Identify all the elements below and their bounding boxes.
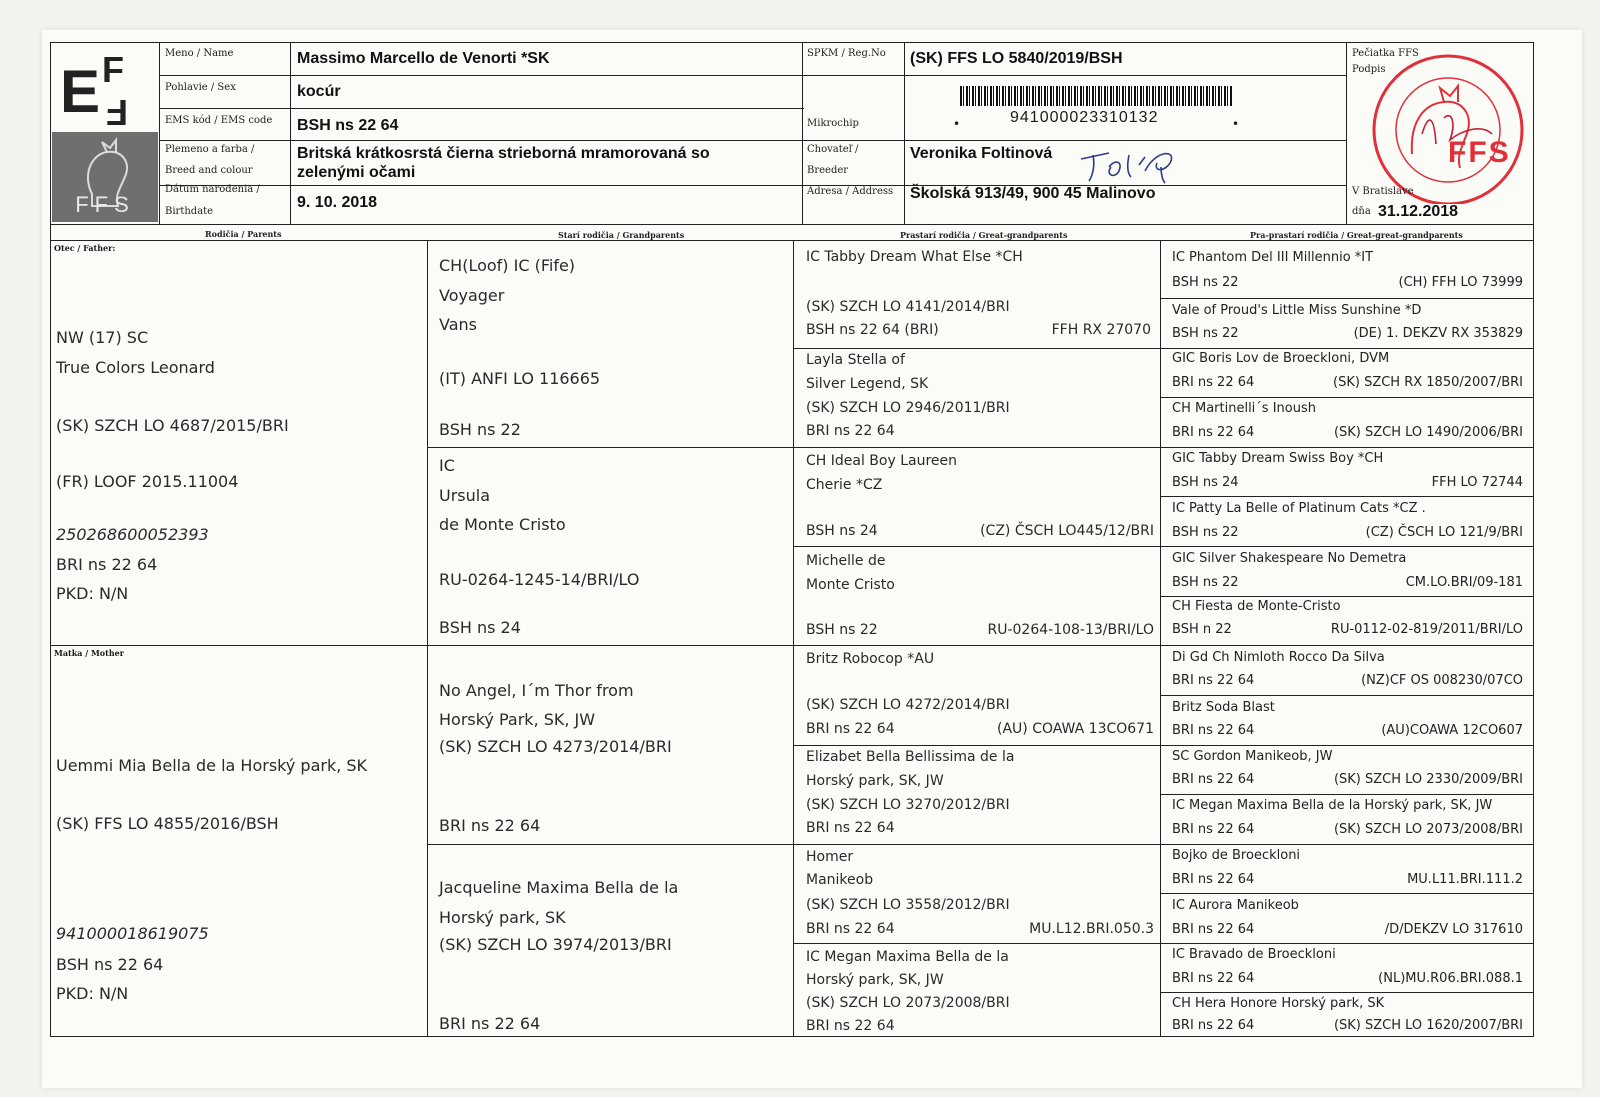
birthdate: 9. 10. 2018 [297,194,378,211]
address-label: Adresa / Address [807,186,894,197]
mother-pkd: PKD: N/N [56,984,129,1003]
gp-ems: BRI ns 22 64 [439,1014,541,1033]
cat-sex: kocúr [297,83,341,100]
ggp-line-3: (SK) SZCH LO 2073/2008/BRI [806,995,1010,1011]
birth-label-1: Dátum narodenia / [165,184,260,195]
ggg-cell [1160,943,1533,992]
gp-ems: BSH ns 22 [439,420,521,439]
ggg-reg: (SK) SZCH LO 1490/2006/BRI [1333,425,1523,440]
breeder-label-2: Breeder [807,165,849,176]
great-grandparent-cell [793,447,1160,546]
ggg-reg: (AU)COAWA 12CO607 [1381,723,1523,738]
svg-text:F: F [102,49,124,90]
ggg-name: SC Gordon Manikeob, JW [1172,749,1333,764]
great-grandparent-cell [793,745,1160,844]
ggp-line-1: Layla Stella of [806,352,905,368]
ggp-line-2: Cherie *CZ [806,477,883,493]
ggg-name: Britz Soda Blast [1172,700,1275,715]
ggg-name: Vale of Proud's Little Miss Sunshine *D [1172,303,1422,318]
stamp-text: FFS [1448,136,1511,169]
barcode [960,86,1232,106]
ggp-ems: BRI ns 22 64 [806,1018,895,1034]
reg-label: SPKM / Reg.No [807,48,886,59]
barcode-dot-right: • [1232,117,1240,131]
ggp-line-1: CH Ideal Boy Laureen [806,453,958,469]
ggg-cell [1160,844,1533,893]
gp-reg: RU-0264-1245-14/BRI/LO [439,570,640,589]
ggp-ems: BRI ns 22 64 [806,820,895,836]
ggp-reg: RU-0264-108-13/BRI/LO [987,622,1154,638]
ggp-line-1: IC Tabby Dream What Else *CH [806,249,1023,265]
col-header-great: Prastarí rodičia / Great-grandparents [900,230,1068,240]
father-chip: 250268600052393 [56,525,209,544]
ggg-ems: BRI ns 22 64 [1172,872,1255,887]
ggg-name: IC Phantom Del III Millennio *IT [1172,250,1374,265]
mother-label: Matka / Mother [54,648,124,658]
ggp-reg: (CZ) ČSCH LO445/12/BRI [980,523,1154,539]
great-grandparent-cell [793,943,1160,1036]
gp-ems: BSH ns 24 [439,618,521,637]
mother-name: Uemmi Mia Bella de la Horský park, SK [56,756,368,775]
ggg-name: Di Gd Ch Nimloth Rocco Da Silva [1172,650,1385,665]
gp-line-1: CH(Loof) IC (Fife) [439,256,576,275]
ggg-cell [1160,447,1533,496]
ggp-ems: BRI ns 22 64 [806,921,895,937]
breeder-name: Veronika Foltinová [910,145,1053,162]
gp-line-1: Jacqueline Maxima Bella de la [439,878,679,897]
father-name: True Colors Leonard [56,358,215,377]
ggp-reg: (AU) COAWA 13CO671 [997,721,1154,737]
ggp-line-2: Silver Legend, SK [806,376,929,392]
grandparent-cell [427,447,793,645]
breed-line-1: Britská krátkosrstá čierna strieborná mramorovaná so [297,145,710,162]
ggp-line-2: Horský park, SK, JW [806,972,944,988]
father-ems: BRI ns 22 64 [56,555,158,574]
col-header-great-great: Pra-prastarí rodičia / Great-great-grandparents [1250,230,1463,240]
stamp-label: Pečiatka FFS [1352,48,1419,59]
ggg-cell [1160,596,1533,645]
gp-line-2: Voyager [439,286,505,305]
gp-ems: BRI ns 22 64 [439,816,541,835]
ggg-ems: BSH ns 22 [1172,326,1239,341]
ggp-line-1: Britz Robocop *AU [806,651,935,667]
father-reg: (SK) SZCH LO 4687/2015/BRI [56,416,289,435]
ggg-cell [1160,240,1533,298]
microchip-number: 941000023310132 [1010,109,1159,126]
ggp-line-3: (SK) SZCH LO 3270/2012/BRI [806,797,1010,813]
ffs-logo-text: FFS [75,192,135,217]
ggg-reg: RU-0112-02-819/2011/BRI/LO [1330,622,1523,637]
gp-line-2: Horský Park, SK, JW [439,710,596,729]
ffs-logo [52,44,158,222]
great-grandparent-cell [793,348,1160,447]
col-header-parents: Rodičia / Parents [205,229,282,239]
ggg-ems: BRI ns 22 64 [1172,971,1255,986]
father-title: NW (17) SC [56,328,149,347]
gp-line-1: IC [439,456,455,475]
ggg-cell [1160,546,1533,596]
barcode-dot-left: • [953,117,961,131]
ggg-cell [1160,992,1533,1036]
ggg-reg: MU.L11.BRI.111.2 [1407,872,1523,887]
ggp-line-3: (SK) SZCH LO 3558/2012/BRI [806,897,1010,913]
chip-label: Mikrochip [807,118,859,129]
mother-reg: (SK) FFS LO 4855/2016/BSH [56,814,279,833]
cat-ems: BSH ns 22 64 [297,117,399,134]
father-loof: (FR) LOOF 2015.11004 [56,472,239,491]
great-grandparent-cell [793,645,1160,745]
ggg-ems: BSH ns 22 [1172,275,1239,290]
ggg-ems: BRI ns 22 64 [1172,772,1255,787]
ggg-reg: FFH LO 72744 [1431,475,1523,490]
ggp-line-2: Horský park, SK, JW [806,773,944,789]
ggg-cell [1160,298,1533,347]
ggg-reg: (NL)MU.R06.BRI.088.1 [1378,971,1523,986]
gp-line-3: de Monte Cristo [439,515,566,534]
name-label: Meno / Name [165,48,234,59]
svg-text:F: F [106,92,128,133]
issue-date: 31.12.2018 [1378,203,1459,220]
sex-label: Pohlavie / Sex [165,82,236,93]
place-label: V Bratislave [1352,186,1414,197]
svg-text:E: E [60,58,101,125]
breeder-address: Školská 913/49, 900 45 Malinovo [910,185,1156,202]
ggp-line-1: Homer [806,849,854,865]
ggp-ems: BSH ns 22 [806,622,878,638]
ggp-line-2: Manikeob [806,872,874,888]
ggp-line-3: (SK) SZCH LO 4141/2014/BRI [806,299,1010,315]
header-section [0,0,1600,240]
ggg-reg: (NZ)CF OS 008230/07CO [1361,673,1523,688]
ggp-line-1: Elizabet Bella Bellissima de la [806,749,1015,765]
ggp-line-1: IC Megan Maxima Bella de la [806,949,1009,965]
ggg-cell [1160,745,1533,794]
ggp-ems: BSH ns 24 [806,523,878,539]
ffs-official-stamp [1352,44,1532,204]
ggg-ems: BRI ns 22 64 [1172,822,1255,837]
ggg-cell [1160,397,1533,447]
ggg-ems: BSH ns 22 [1172,525,1239,540]
ggg-name: CH Hera Honore Horský park, SK [1172,996,1385,1011]
ggg-cell [1160,695,1533,745]
ggp-line-1: Michelle de [806,553,886,569]
gp-line-1: No Angel, I´m Thor from [439,681,634,700]
ggg-cell [1160,893,1533,943]
ggg-cell [1160,645,1533,695]
ems-label: EMS kód / EMS code [165,115,273,126]
mother-cell [50,645,427,1036]
father-label: Otec / Father: [54,243,116,253]
ggg-ems: BRI ns 22 64 [1172,723,1255,738]
ggg-reg: (SK) SZCH RX 1850/2007/BRI [1333,375,1523,390]
ggg-reg: (SK) SZCH LO 2073/2008/BRI [1333,822,1523,837]
birth-label-2: Birthdate [165,206,214,217]
ggg-reg: /D/DEKZV LO 317610 [1384,922,1523,937]
father-pkd: PKD: N/N [56,584,129,603]
cat-name: Massimo Marcello de Venorti *SK [297,50,550,67]
ggg-reg: (CH) FFH LO 73999 [1398,275,1523,290]
ggg-name: IC Aurora Manikeob [1172,898,1299,913]
mother-ems: BSH ns 22 64 [56,955,164,974]
col-header-grandparents: Starí rodičia / Grandparents [558,230,685,240]
great-grandparent-cell [793,240,1160,348]
ggg-name: GIC Tabby Dream Swiss Boy *CH [1172,451,1384,466]
ggg-ems: BSH n 22 [1172,622,1232,637]
ggg-cell [1160,496,1533,546]
gp-line-3: (SK) SZCH LO 3974/2013/BRI [439,935,672,954]
ggp-ems: BRI ns 22 64 [806,721,895,737]
ggp-reg: MU.L12.BRI.050.3 [1029,921,1154,937]
ggg-name: CH Martinelli´s Inoush [1172,401,1316,416]
ggg-ems: BRI ns 22 64 [1172,922,1255,937]
gp-line-3: Vans [439,315,477,334]
ggg-ems: BSH ns 24 [1172,475,1239,490]
gp-line-2: Ursula [439,486,491,505]
reg-number: (SK) FFS LO 5840/2019/BSH [910,50,1123,67]
ggp-ems: BRI ns 22 64 [806,423,895,439]
ggg-reg: (SK) SZCH LO 2330/2009/BRI [1333,772,1523,787]
ggg-reg: CM.LO.BRI/09-181 [1405,575,1523,590]
signature-label: Podpis [1352,64,1386,75]
ggg-name: GIC Boris Lov de Broeckloni, DVM [1172,351,1390,366]
ggp-line-3: (SK) SZCH LO 4272/2014/BRI [806,697,1010,713]
ggg-ems: BRI ns 22 64 [1172,1018,1255,1033]
gp-line-2: Horský park, SK [439,908,566,927]
ggg-name: IC Bravado de Broeckloni [1172,947,1336,962]
ggg-reg: (CZ) ČSCH LO 121/9/BRI [1365,525,1523,540]
breed-line-2: zelenými očami [297,164,416,181]
ggg-reg: (DE) 1. DEKZV RX 353829 [1353,326,1523,341]
ggg-ems: BRI ns 22 64 [1172,375,1255,390]
ggg-cell [1160,794,1533,844]
ggg-name: Bojko de Broeckloni [1172,848,1301,863]
ggp-line-2: Monte Cristo [806,577,895,593]
gp-line-3: (SK) SZCH LO 4273/2014/BRI [439,737,672,756]
grandparent-cell [427,240,793,447]
ggg-name: IC Megan Maxima Bella de la Horský park, SK, JW [1172,798,1493,813]
ggg-name: GIC Silver Shakespeare No Demetra [1172,551,1407,566]
grandparent-cell [427,645,793,844]
ggg-ems: BRI ns 22 64 [1172,673,1255,688]
breeder-label-1: Chovateľ / [807,144,859,155]
breed-label-2: Breed and colour [165,165,253,176]
ggg-ems: BRI ns 22 64 [1172,425,1255,440]
gp-reg: (IT) ANFI LO 116665 [439,369,601,388]
mother-chip: 941000018619075 [56,924,209,943]
ggg-name: CH Fiesta de Monte-Cristo [1172,599,1341,614]
ggg-name: IC Patty La Belle of Platinum Cats *CZ . [1172,501,1426,516]
father-cell [50,240,427,645]
ggp-reg: FFH RX 27070 [1051,322,1151,338]
great-grandparent-cell [793,546,1160,645]
ggp-ems: BSH ns 22 64 (BRI) [806,322,939,338]
ggp-line-3: (SK) SZCH LO 2946/2011/BRI [806,400,1010,416]
ggg-reg: (SK) SZCH LO 1620/2007/BRI [1333,1018,1523,1033]
breed-label-1: Plemeno a farba / [165,144,255,155]
date-label: dňa [1352,206,1371,217]
ggg-cell [1160,348,1533,397]
ggg-ems: BSH ns 22 [1172,575,1239,590]
breeder-signature [1075,145,1195,185]
great-grandparent-cell [793,844,1160,943]
grandparent-cell [427,844,793,1036]
